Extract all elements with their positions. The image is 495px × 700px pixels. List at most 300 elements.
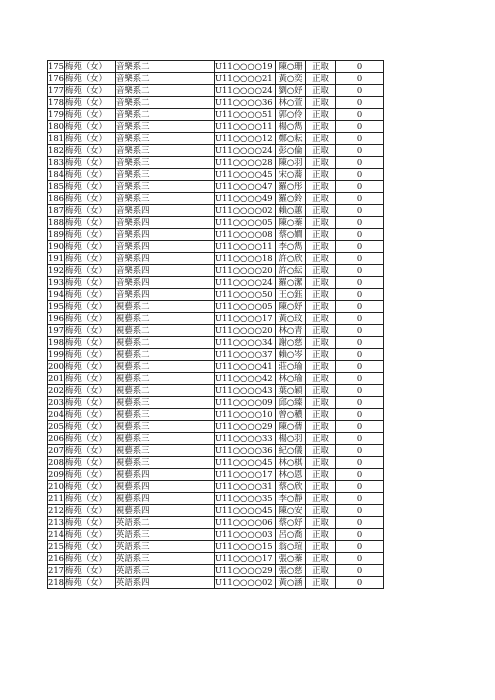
student-id-cell: U11○○○○50 (215, 289, 276, 301)
admission-status-cell: 正取 (306, 253, 336, 265)
admission-status-cell: 正取 (306, 193, 336, 205)
department-year-cell: 音樂系四 (116, 265, 215, 277)
count-value-cell: 0 (336, 361, 384, 373)
table-row (48, 277, 384, 289)
department-year-cell: 音樂系三 (116, 145, 215, 157)
table-row (48, 361, 384, 373)
student-id-cell: U11○○○○24 (215, 145, 276, 157)
count-value-cell: 0 (336, 133, 384, 145)
admission-status-cell: 正取 (306, 421, 336, 433)
admission-status-cell: 正取 (306, 505, 336, 517)
admission-status-cell: 正取 (306, 349, 336, 361)
row-number-cell: 176 (48, 73, 64, 83)
student-name-cell: 李○雋 (276, 241, 306, 253)
table-row (48, 445, 384, 457)
table-row (48, 577, 384, 589)
table-row (48, 385, 384, 397)
dorm-assignment-table (47, 60, 384, 589)
dorm-name-cell: 梅苑（女） (65, 541, 116, 553)
row-number-cell: 217 (48, 565, 64, 575)
row-number-cell: 192 (48, 265, 64, 275)
count-value-cell: 0 (336, 373, 384, 385)
admission-status-cell: 正取 (306, 205, 336, 217)
dorm-name-cell: 梅苑（女） (65, 445, 116, 457)
dorm-name-cell: 梅苑（女） (65, 385, 116, 397)
dorm-name-cell: 梅苑（女） (65, 181, 116, 193)
count-value-cell: 0 (336, 385, 384, 397)
department-year-cell: 視藝系三 (116, 457, 215, 469)
table-row (48, 265, 384, 277)
row-number-cell: 184 (48, 169, 64, 179)
student-name-cell: 許○紜 (276, 265, 306, 277)
admission-status-cell: 正取 (306, 445, 336, 457)
student-id-cell: U11○○○○20 (215, 325, 276, 337)
student-id-cell: U11○○○○17 (215, 469, 276, 481)
table-row (48, 493, 384, 505)
count-value-cell: 0 (336, 493, 384, 505)
student-name-cell: 黃○涵 (276, 577, 306, 589)
dorm-name-cell: 梅苑（女） (65, 133, 116, 145)
dorm-name-cell: 梅苑（女） (65, 397, 116, 409)
admission-status-cell: 正取 (306, 169, 336, 181)
count-value-cell: 0 (336, 205, 384, 217)
admission-status-cell: 正取 (306, 325, 336, 337)
row-number-cell: 187 (48, 205, 64, 215)
row-number-cell: 210 (48, 481, 64, 491)
row-number-cell: 181 (48, 133, 64, 143)
admission-status-cell: 正取 (306, 373, 336, 385)
count-value-cell: 0 (336, 541, 384, 553)
count-value-cell: 0 (336, 481, 384, 493)
student-id-cell: U11○○○○47 (215, 181, 276, 193)
count-value-cell: 0 (336, 73, 384, 85)
department-year-cell: 音樂系四 (116, 289, 215, 301)
count-value-cell: 0 (336, 181, 384, 193)
dorm-name-cell: 梅苑（女） (65, 409, 116, 421)
student-id-cell: U11○○○○35 (215, 493, 276, 505)
row-number-cell: 180 (48, 121, 64, 131)
count-value-cell: 0 (336, 505, 384, 517)
student-name-cell: 蔡○妤 (276, 517, 306, 529)
admission-status-cell: 正取 (306, 469, 336, 481)
student-id-cell: U11○○○○15 (215, 541, 276, 553)
student-id-cell: U11○○○○17 (215, 553, 276, 565)
row-number-cell: 186 (48, 193, 64, 203)
table-row (48, 481, 384, 493)
department-year-cell: 音樂系四 (116, 229, 215, 241)
dorm-name-cell: 梅苑（女） (65, 337, 116, 349)
row-number-cell: 194 (48, 289, 64, 299)
department-year-cell: 音樂系二 (116, 73, 215, 85)
count-value-cell: 0 (336, 553, 384, 565)
department-year-cell: 音樂系二 (116, 109, 215, 121)
admission-status-cell: 正取 (306, 541, 336, 553)
admission-status-cell: 正取 (306, 241, 336, 253)
dorm-name-cell: 梅苑（女） (65, 577, 116, 589)
table-row (48, 313, 384, 325)
student-name-cell: 林○恩 (276, 469, 306, 481)
table-row (48, 205, 384, 217)
row-number-cell: 212 (48, 505, 64, 515)
admission-status-cell: 正取 (306, 493, 336, 505)
department-year-cell: 視藝系三 (116, 397, 215, 409)
student-id-cell: U11○○○○29 (215, 565, 276, 577)
table-row (48, 421, 384, 433)
count-value-cell: 0 (336, 85, 384, 97)
student-id-cell: U11○○○○49 (215, 193, 276, 205)
table-row (48, 325, 384, 337)
student-id-cell: U11○○○○24 (215, 277, 276, 289)
dorm-name-cell: 梅苑（女） (65, 253, 116, 265)
row-number-cell: 218 (48, 577, 64, 587)
admission-status-cell: 正取 (306, 457, 336, 469)
department-year-cell: 英語系三 (116, 529, 215, 541)
dorm-name-cell: 梅苑（女） (65, 529, 116, 541)
student-name-cell: 鄭○耘 (276, 133, 306, 145)
department-year-cell: 音樂系四 (116, 241, 215, 253)
department-year-cell: 音樂系四 (116, 217, 215, 229)
dorm-name-cell: 梅苑（女） (65, 205, 116, 217)
department-year-cell: 視藝系二 (116, 325, 215, 337)
dorm-name-cell: 梅苑（女） (65, 361, 116, 373)
table-row (48, 85, 384, 97)
dorm-name-cell: 梅苑（女） (65, 493, 116, 505)
count-value-cell: 0 (336, 157, 384, 169)
table-row (48, 61, 384, 73)
admission-status-cell: 正取 (306, 97, 336, 109)
row-number-cell: 193 (48, 277, 64, 287)
student-id-cell: U11○○○○45 (215, 505, 276, 517)
student-name-cell: 張○蓁 (276, 553, 306, 565)
table-row (48, 193, 384, 205)
department-year-cell: 視藝系二 (116, 337, 215, 349)
count-value-cell: 0 (336, 457, 384, 469)
department-year-cell: 音樂系三 (116, 181, 215, 193)
student-name-cell: 邱○臻 (276, 397, 306, 409)
admission-status-cell: 正取 (306, 61, 336, 73)
student-id-cell: U11○○○○10 (215, 409, 276, 421)
department-year-cell: 視藝系二 (116, 361, 215, 373)
count-value-cell: 0 (336, 577, 384, 589)
admission-status-cell: 正取 (306, 361, 336, 373)
table-row (48, 241, 384, 253)
admission-status-cell: 正取 (306, 409, 336, 421)
row-number-cell: 197 (48, 325, 64, 335)
department-year-cell: 英語系三 (116, 553, 215, 565)
table-row (48, 157, 384, 169)
student-id-cell: U11○○○○21 (215, 73, 276, 85)
dorm-name-cell: 梅苑（女） (65, 193, 116, 205)
admission-status-cell: 正取 (306, 217, 336, 229)
department-year-cell: 視藝系三 (116, 409, 215, 421)
student-id-cell: U11○○○○31 (215, 481, 276, 493)
table-row (48, 289, 384, 301)
student-id-cell: U11○○○○12 (215, 133, 276, 145)
table-row (48, 133, 384, 145)
student-name-cell: 蔡○嫺 (276, 229, 306, 241)
student-name-cell: 李○靜 (276, 493, 306, 505)
admission-status-cell: 正取 (306, 529, 336, 541)
dorm-name-cell: 梅苑（女） (65, 277, 116, 289)
count-value-cell: 0 (336, 313, 384, 325)
department-year-cell: 音樂系三 (116, 157, 215, 169)
student-id-cell: U11○○○○11 (215, 241, 276, 253)
dorm-name-cell: 梅苑（女） (65, 121, 116, 133)
student-id-cell: U11○○○○36 (215, 445, 276, 457)
student-id-cell: U11○○○○51 (215, 109, 276, 121)
student-id-cell: U11○○○○43 (215, 385, 276, 397)
student-name-cell: 許○欣 (276, 253, 306, 265)
student-id-cell: U11○○○○20 (215, 265, 276, 277)
table-row (48, 97, 384, 109)
table-row (48, 409, 384, 421)
dorm-name-cell: 梅苑（女） (65, 433, 116, 445)
student-name-cell: 王○鈺 (276, 289, 306, 301)
count-value-cell: 0 (336, 289, 384, 301)
student-id-cell: U11○○○○45 (215, 457, 276, 469)
student-id-cell: U11○○○○17 (215, 313, 276, 325)
row-number-cell: 179 (48, 109, 64, 119)
count-value-cell: 0 (336, 121, 384, 133)
table-row (48, 121, 384, 133)
dorm-name-cell: 梅苑（女） (65, 553, 116, 565)
table-row (48, 229, 384, 241)
student-name-cell: 彭○倫 (276, 145, 306, 157)
count-value-cell: 0 (336, 145, 384, 157)
row-number-cell: 206 (48, 433, 64, 443)
row-number-cell: 177 (48, 85, 64, 95)
table-row (48, 541, 384, 553)
dorm-name-cell: 梅苑（女） (65, 157, 116, 169)
admission-status-cell: 正取 (306, 517, 336, 529)
student-name-cell: 林○瑜 (276, 373, 306, 385)
dorm-name-cell: 梅苑（女） (65, 421, 116, 433)
count-value-cell: 0 (336, 253, 384, 265)
row-number-cell: 201 (48, 373, 64, 383)
student-id-cell: U11○○○○05 (215, 217, 276, 229)
student-id-cell: U11○○○○37 (215, 349, 276, 361)
student-name-cell: 蔡○欣 (276, 481, 306, 493)
table-row (48, 505, 384, 517)
student-id-cell: U11○○○○24 (215, 85, 276, 97)
row-number-cell: 202 (48, 385, 64, 395)
table-row (48, 301, 384, 313)
department-year-cell: 音樂系二 (116, 61, 215, 73)
row-number-cell: 209 (48, 469, 64, 479)
count-value-cell: 0 (336, 433, 384, 445)
student-name-cell: 林○青 (276, 325, 306, 337)
department-year-cell: 視藝系二 (116, 349, 215, 361)
table-row (48, 253, 384, 265)
row-number-cell: 175 (48, 61, 64, 71)
department-year-cell: 音樂系三 (116, 169, 215, 181)
table-row (48, 337, 384, 349)
student-id-cell: U11○○○○42 (215, 373, 276, 385)
department-year-cell: 音樂系二 (116, 85, 215, 97)
count-value-cell: 0 (336, 193, 384, 205)
dorm-name-cell: 梅苑（女） (65, 505, 116, 517)
admission-status-cell: 正取 (306, 85, 336, 97)
table-row (48, 349, 384, 361)
admission-status-cell: 正取 (306, 121, 336, 133)
student-id-cell: U11○○○○45 (215, 169, 276, 181)
row-number-cell: 191 (48, 253, 64, 263)
table-row (48, 517, 384, 529)
student-id-cell: U11○○○○29 (215, 421, 276, 433)
student-name-cell: 林○萱 (276, 97, 306, 109)
dorm-name-cell: 梅苑（女） (65, 517, 116, 529)
student-name-cell: 黃○玟 (276, 313, 306, 325)
dorm-name-cell: 梅苑（女） (65, 565, 116, 577)
table-row (48, 181, 384, 193)
department-year-cell: 視藝系三 (116, 421, 215, 433)
table-row (48, 73, 384, 85)
admission-status-cell: 正取 (306, 181, 336, 193)
student-id-cell: U11○○○○03 (215, 529, 276, 541)
table-row (48, 217, 384, 229)
admission-status-cell: 正取 (306, 265, 336, 277)
dorm-name-cell: 梅苑（女） (65, 109, 116, 121)
count-value-cell: 0 (336, 325, 384, 337)
row-number-cell: 188 (48, 217, 64, 227)
student-name-cell: 楊○雋 (276, 121, 306, 133)
student-name-cell: 曾○穠 (276, 409, 306, 421)
count-value-cell: 0 (336, 337, 384, 349)
table-row (48, 169, 384, 181)
student-name-cell: 劉○妤 (276, 85, 306, 97)
student-name-cell: 賴○岑 (276, 349, 306, 361)
student-id-cell: U11○○○○08 (215, 229, 276, 241)
department-year-cell: 視藝系二 (116, 373, 215, 385)
department-year-cell: 音樂系四 (116, 205, 215, 217)
student-id-cell: U11○○○○11 (215, 121, 276, 133)
row-number-cell: 200 (48, 361, 64, 371)
row-number-cell: 198 (48, 337, 64, 347)
dorm-name-cell: 梅苑（女） (65, 61, 116, 73)
student-id-cell: U11○○○○09 (215, 397, 276, 409)
dorm-name-cell: 梅苑（女） (65, 457, 116, 469)
count-value-cell: 0 (336, 277, 384, 289)
table-body (48, 61, 384, 589)
student-id-cell: U11○○○○18 (215, 253, 276, 265)
row-number-cell: 195 (48, 301, 64, 311)
dorm-name-cell: 梅苑（女） (65, 481, 116, 493)
dorm-name-cell: 梅苑（女） (65, 73, 116, 85)
count-value-cell: 0 (336, 409, 384, 421)
admission-status-cell: 正取 (306, 157, 336, 169)
count-value-cell: 0 (336, 241, 384, 253)
count-value-cell: 0 (336, 469, 384, 481)
table-row (48, 373, 384, 385)
row-number-cell: 185 (48, 181, 64, 191)
admission-status-cell: 正取 (306, 145, 336, 157)
department-year-cell: 音樂系二 (116, 97, 215, 109)
department-year-cell: 視藝系三 (116, 445, 215, 457)
row-number-cell: 216 (48, 553, 64, 563)
table-row (48, 469, 384, 481)
row-number-cell: 215 (48, 541, 64, 551)
department-year-cell: 視藝系四 (116, 505, 215, 517)
student-id-cell: U11○○○○06 (215, 517, 276, 529)
row-number-cell: 211 (48, 493, 64, 503)
count-value-cell: 0 (336, 109, 384, 121)
dorm-name-cell: 梅苑（女） (65, 265, 116, 277)
student-name-cell: 陳○安 (276, 505, 306, 517)
row-number-cell: 207 (48, 445, 64, 455)
department-year-cell: 視藝系二 (116, 301, 215, 313)
admission-status-cell: 正取 (306, 73, 336, 85)
department-year-cell: 英語系二 (116, 517, 215, 529)
admission-status-cell: 正取 (306, 481, 336, 493)
admission-status-cell: 正取 (306, 277, 336, 289)
row-number-cell: 203 (48, 397, 64, 407)
dorm-name-cell: 梅苑（女） (65, 301, 116, 313)
student-name-cell: 陳○妤 (276, 301, 306, 313)
student-name-cell: 陳○羽 (276, 157, 306, 169)
department-year-cell: 視藝系三 (116, 433, 215, 445)
admission-status-cell: 正取 (306, 301, 336, 313)
admission-status-cell: 正取 (306, 133, 336, 145)
row-number-cell: 196 (48, 313, 64, 323)
count-value-cell: 0 (336, 217, 384, 229)
dorm-name-cell: 梅苑（女） (65, 85, 116, 97)
department-year-cell: 音樂系四 (116, 253, 215, 265)
student-name-cell: 葉○穎 (276, 385, 306, 397)
student-name-cell: 呂○喬 (276, 529, 306, 541)
student-id-cell: U11○○○○34 (215, 337, 276, 349)
student-name-cell: 張○慈 (276, 565, 306, 577)
table-row (48, 553, 384, 565)
student-name-cell: 羅○彤 (276, 181, 306, 193)
dorm-name-cell: 梅苑（女） (65, 145, 116, 157)
department-year-cell: 視藝系四 (116, 469, 215, 481)
count-value-cell: 0 (336, 517, 384, 529)
dorm-name-cell: 梅苑（女） (65, 217, 116, 229)
admission-status-cell: 正取 (306, 577, 336, 589)
row-number-cell: 190 (48, 241, 64, 251)
count-value-cell: 0 (336, 169, 384, 181)
student-name-cell: 賴○蕙 (276, 205, 306, 217)
student-name-cell: 陳○蓁 (276, 217, 306, 229)
student-name-cell: 翁○瑄 (276, 541, 306, 553)
admission-status-cell: 正取 (306, 433, 336, 445)
table-row (48, 109, 384, 121)
count-value-cell: 0 (336, 445, 384, 457)
student-name-cell: 郭○伶 (276, 109, 306, 121)
row-number-cell: 178 (48, 97, 64, 107)
department-year-cell: 英語系三 (116, 541, 215, 553)
admission-status-cell: 正取 (306, 397, 336, 409)
dorm-name-cell: 梅苑（女） (65, 229, 116, 241)
department-year-cell: 音樂系三 (116, 121, 215, 133)
department-year-cell: 英語系四 (116, 577, 215, 589)
count-value-cell: 0 (336, 397, 384, 409)
student-name-cell: 羅○潔 (276, 277, 306, 289)
dorm-name-cell: 梅苑（女） (65, 349, 116, 361)
student-name-cell: 羅○鈴 (276, 193, 306, 205)
count-value-cell: 0 (336, 565, 384, 577)
dorm-name-cell: 梅苑（女） (65, 169, 116, 181)
row-number-cell: 213 (48, 517, 64, 527)
student-name-cell: 宋○蕎 (276, 169, 306, 181)
count-value-cell: 0 (336, 529, 384, 541)
row-number-cell: 199 (48, 349, 64, 359)
student-name-cell: 黃○奕 (276, 73, 306, 85)
department-year-cell: 音樂系三 (116, 133, 215, 145)
count-value-cell: 0 (336, 421, 384, 433)
count-value-cell: 0 (336, 97, 384, 109)
admission-status-cell: 正取 (306, 337, 336, 349)
